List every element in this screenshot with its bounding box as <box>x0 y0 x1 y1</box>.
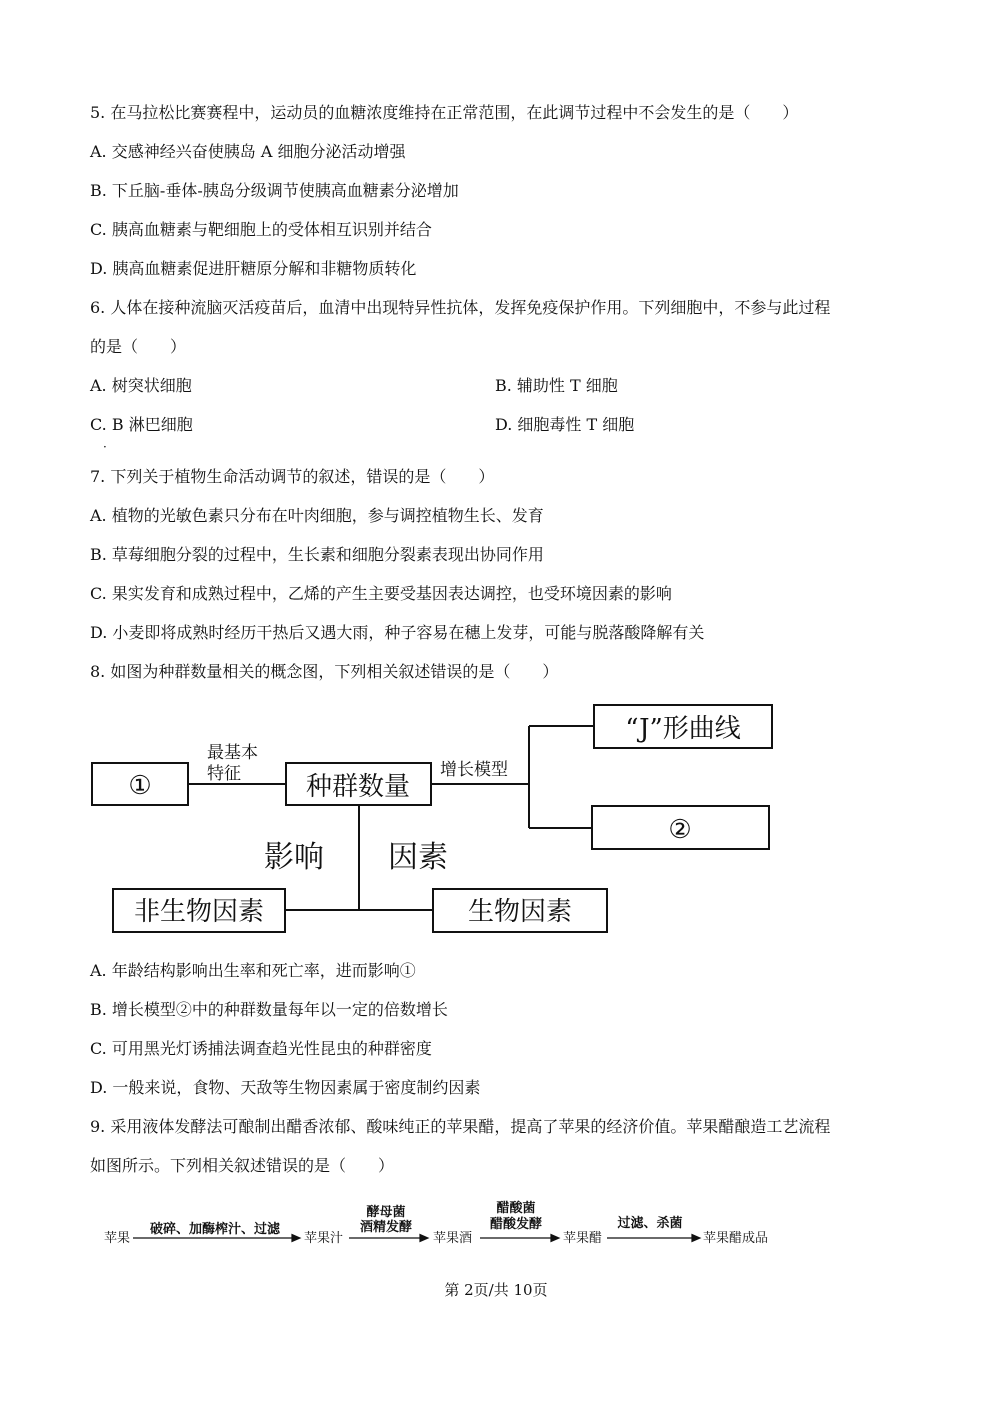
q8-option-b: B. 增长模型②中的种群数量每年以一定的倍数增长 <box>90 1000 448 1019</box>
page-footer: 第 2页/共 10页 <box>444 1281 548 1299</box>
q8-option-c: C. 可用黑光灯诱捕法调查趋光性昆虫的种群密度 <box>90 1039 432 1058</box>
q7-option-b: B. 草莓细胞分裂的过程中，生长素和细胞分裂素表现出协同作用 <box>90 545 544 564</box>
q5-stem: 5. 在马拉松比赛赛程中，运动员的血糖浓度维持在正常范围，在此调节过程中不会发生的是（ ） <box>90 103 799 122</box>
q7-option-c: C. 果实发育和成熟过程中，乙烯的产生主要受基因表达调控，也受环境因素的影响 <box>90 584 672 603</box>
label-basic-line1: 最基本 <box>207 743 258 763</box>
q9-stem-line2: 如图所示。下列相关叙述错误的是（ ） <box>90 1156 395 1175</box>
q5-option-b: B. 下丘脑-垂体-胰岛分级调节使胰高血糖素分泌增加 <box>90 181 459 200</box>
center-label: 种群数量 <box>305 772 411 802</box>
q5-option-a: A. 交感神经兴奋使胰岛 A 细胞分泌活动增强 <box>90 142 406 161</box>
q5-option-d: D. 胰高血糖素促进肝糖原分解和非糖物质转化 <box>90 259 417 278</box>
flow-node-apple: 苹果 <box>104 1231 131 1246</box>
q9-stem-line1: 9. 采用液体发酵法可酿制出醋香浓郁、酸味纯正的苹果醋，提高了苹果的经济价值。苹果醋酿造工艺流程 <box>90 1117 831 1136</box>
q8-option-d: D. 一般来说，食物、天敌等生物因素属于密度制约因素 <box>90 1078 481 1097</box>
q6-option-b: B. 辅助性 T 细胞 <box>495 376 618 395</box>
q8-option-a: A. 年龄结构影响出生率和死亡率，进而影响① <box>90 961 416 980</box>
flow-arrow3-label-bottom: 醋酸发酵 <box>489 1217 543 1232</box>
stray-dot: · <box>103 440 107 454</box>
j-curve-label: “J”形曲线 <box>625 714 741 744</box>
abiotic-label: 非生物因素 <box>133 897 265 927</box>
q7-option-d: D. 小麦即将成熟时经历干热后又遇大雨，种子容易在穗上发芽，可能与脱落酸降解有关 <box>90 623 705 642</box>
label-influence-right: 因素 <box>388 840 448 875</box>
flow-arrow2-label-top: 酵母菌 <box>366 1205 406 1220</box>
label-basic-line2: 特征 <box>207 764 241 784</box>
q6-option-d: D. 细胞毒性 T 细胞 <box>495 415 635 434</box>
q7-stem: 7. 下列关于植物生命活动调节的叙述，错误的是（ ） <box>90 467 495 486</box>
label-influence-left: 影响 <box>264 840 324 875</box>
q6-stem-line2: 的是（ ） <box>90 337 187 356</box>
flow-node-cider: 苹果酒 <box>433 1231 473 1246</box>
q6-stem-line1: 6. 人体在接种流脑灭活疫苗后，血清中出现特异性抗体，发挥免疫保护作用。下列细胞中，不参与此过程 <box>90 298 831 317</box>
flow-arrow2-label-bottom: 酒精发酵 <box>359 1220 413 1235</box>
label-growth-model: 增长模型 <box>440 760 508 780</box>
box-2-label: ② <box>668 815 692 845</box>
q7-option-a: A. 植物的光敏色素只分布在叶肉细胞，参与调控植物生长、发育 <box>90 506 544 525</box>
q5-option-c: C. 胰高血糖素与靶细胞上的受体相互识别并结合 <box>90 220 432 239</box>
q6-option-a: A. 树突状细胞 <box>90 376 192 395</box>
flow-node-juice: 苹果汁 <box>304 1231 344 1246</box>
flow-node-vinegar: 苹果醋 <box>563 1231 603 1246</box>
box-1-label: ① <box>128 771 152 801</box>
flow-arrow3-label-top: 醋酸菌 <box>496 1201 536 1216</box>
flow-arrow1-label: 破碎、加酶榨汁、过滤 <box>149 1222 281 1237</box>
biotic-label: 生物因素 <box>467 897 573 927</box>
flow-arrow4-label: 过滤、杀菌 <box>617 1216 683 1231</box>
flow-node-product: 苹果醋成品 <box>703 1231 769 1246</box>
q8-stem: 8. 如图为种群数量相关的概念图，下列相关叙述错误的是（ ） <box>90 662 559 681</box>
q6-option-c: C. B 淋巴细胞 <box>90 415 193 434</box>
